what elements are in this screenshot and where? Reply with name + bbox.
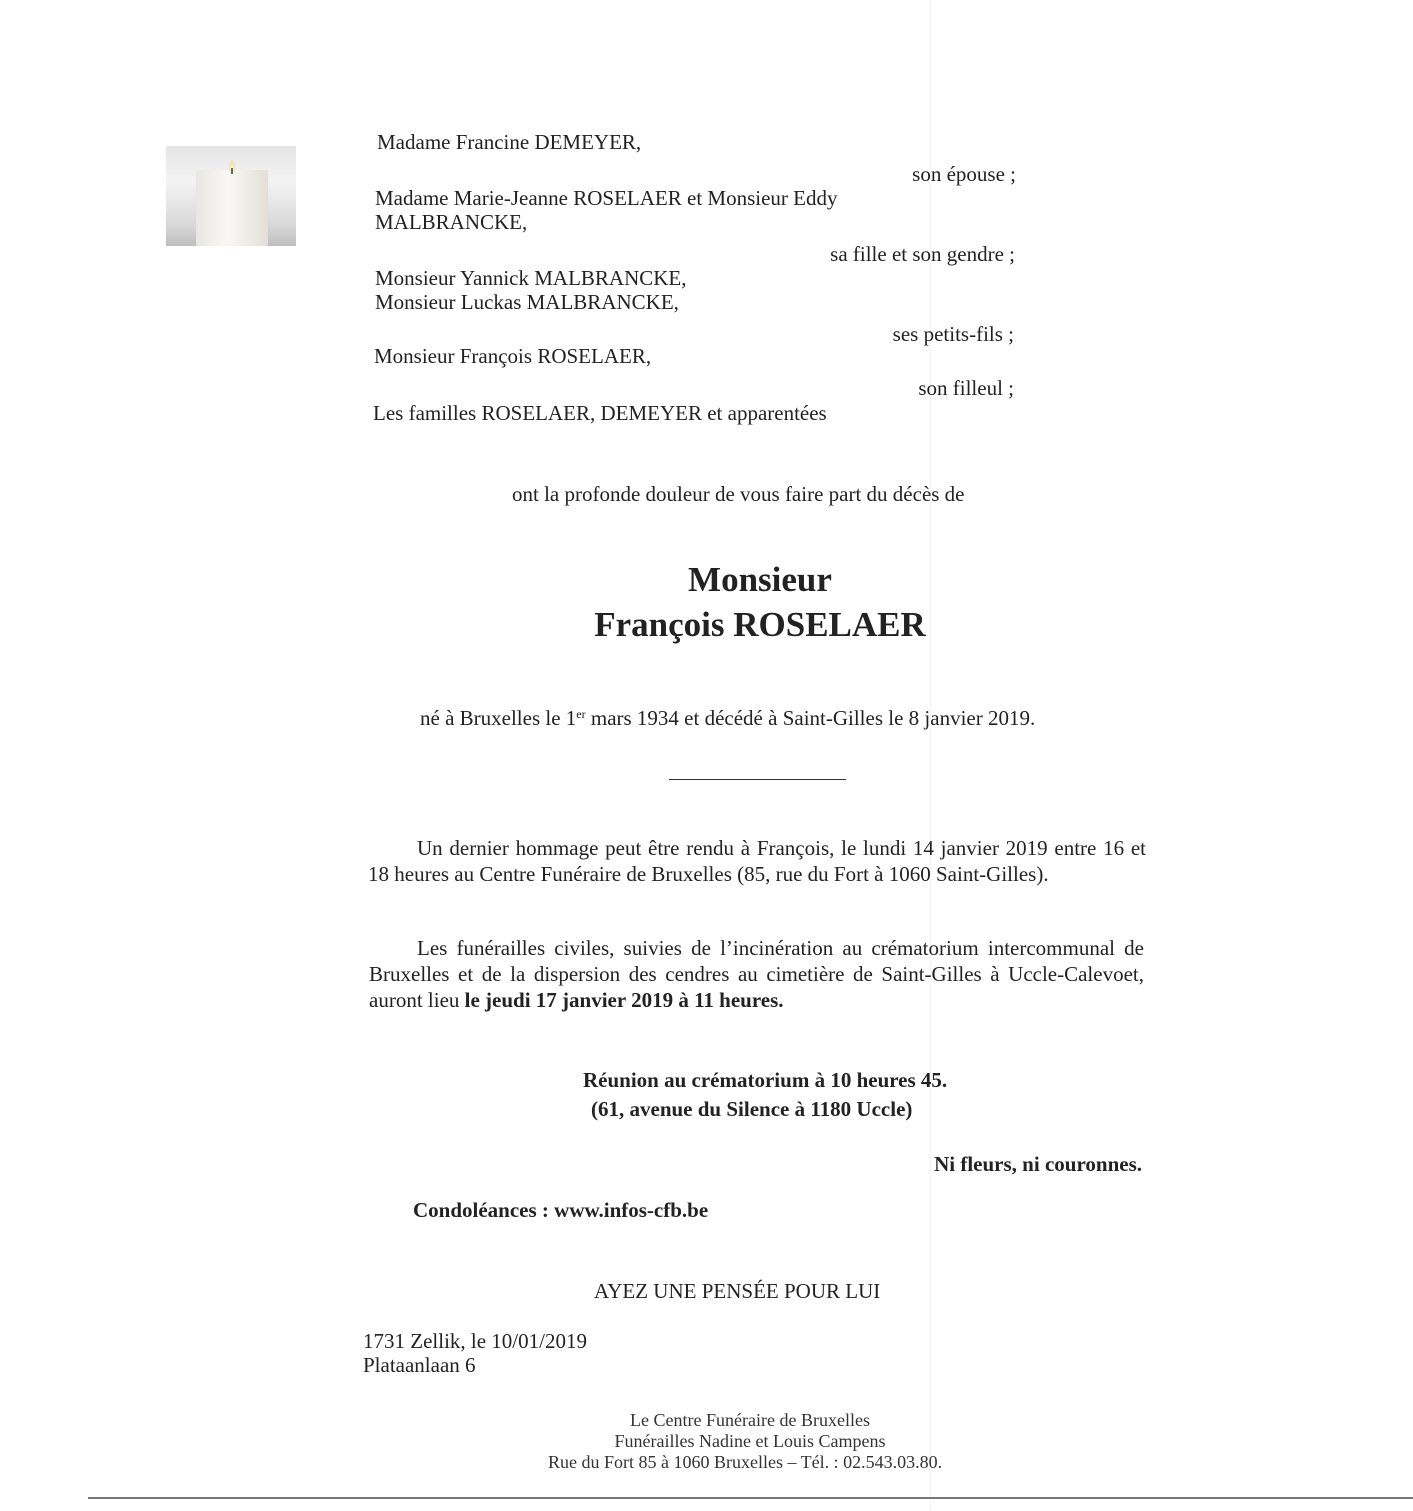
family-line-1: Madame Francine DEMEYER, bbox=[377, 130, 642, 154]
condolences: Condoléances : www.infos-cfb.be bbox=[413, 1198, 709, 1222]
family-line-2b: MALBRANCKE, bbox=[375, 210, 528, 234]
candle-wick bbox=[231, 168, 233, 174]
relation-2: sa fille et son gendre ; bbox=[830, 242, 1015, 266]
meeting-line-2: (61, avenue du Silence à 1180 Uccle) bbox=[591, 1097, 913, 1121]
thought-line: AYEZ UNE PENSÉE POUR LUI bbox=[594, 1279, 881, 1303]
family-line-4: Monsieur François ROSELAER, bbox=[374, 344, 652, 368]
address-line-1: 1731 Zellik, le 10/01/2019 bbox=[363, 1329, 587, 1353]
hommage-paragraph: Un dernier hommage peut être rendu à François, le lundi 14 janvier 2019 entre 16 et 18 heures au Centre Funéraire de Bruxelles (85, rue du Fort à 1060 Saint-Gilles). bbox=[368, 836, 1146, 886]
page-bottom-edge bbox=[88, 1497, 1413, 1499]
relation-1: son épouse ; bbox=[912, 162, 1016, 186]
separator-line bbox=[669, 779, 846, 780]
family-line-3b: Monsieur Luckas MALBRANCKE, bbox=[375, 290, 679, 314]
announcement-text: ont la profonde douleur de vous faire part du décès de bbox=[512, 482, 965, 506]
funeral-text: Les funérailles civiles, suivies de l’incinération au crématorium intercommunal de Bruxelles et de la dispersion des cendres au cimetière de Saint-Gilles à Uccle-Calevoet, auront lieu bbox=[369, 936, 1144, 1012]
funeral-date: le jeudi 17 janvier 2019 à 11 heures. bbox=[464, 988, 784, 1012]
dates-superscript: er bbox=[576, 707, 586, 721]
footer-line-2: Funérailles Nadine et Louis Campens bbox=[614, 1431, 886, 1451]
dates-prefix: né à Bruxelles le 1 bbox=[420, 706, 577, 730]
no-flowers: Ni fleurs, ni couronnes. bbox=[934, 1152, 1142, 1176]
footer-line-3: Rue du Fort 85 à 1060 Bruxelles – Tél. : 02.543.03.80. bbox=[548, 1452, 943, 1472]
candle-image bbox=[166, 146, 296, 246]
candle-body bbox=[196, 170, 268, 246]
meeting-line-1: Réunion au crématorium à 10 heures 45. bbox=[583, 1068, 948, 1092]
family-line-2a: Madame Marie-Jeanne ROSELAER et Monsieur Eddy bbox=[375, 186, 838, 210]
birth-death-dates bbox=[420, 706, 1035, 730]
footer-line-1: Le Centre Funéraire de Bruxelles bbox=[630, 1410, 870, 1430]
deceased-name: François ROSELAER bbox=[594, 605, 926, 644]
address-line-2: Plataanlaan 6 bbox=[363, 1353, 476, 1377]
funeral-paragraph bbox=[369, 935, 1144, 1013]
relation-3: ses petits-fils ; bbox=[892, 322, 1014, 346]
scan-fold-line bbox=[930, 0, 931, 1511]
relation-4: son filleul ; bbox=[918, 376, 1014, 400]
family-line-5: Les familles ROSELAER, DEMEYER et apparentées bbox=[373, 401, 827, 425]
deceased-title: Monsieur bbox=[688, 560, 832, 599]
dates-suffix: mars 1934 et décédé à Saint-Gilles le 8 janvier 2019. bbox=[585, 706, 1036, 730]
family-line-3a: Monsieur Yannick MALBRANCKE, bbox=[375, 266, 687, 290]
